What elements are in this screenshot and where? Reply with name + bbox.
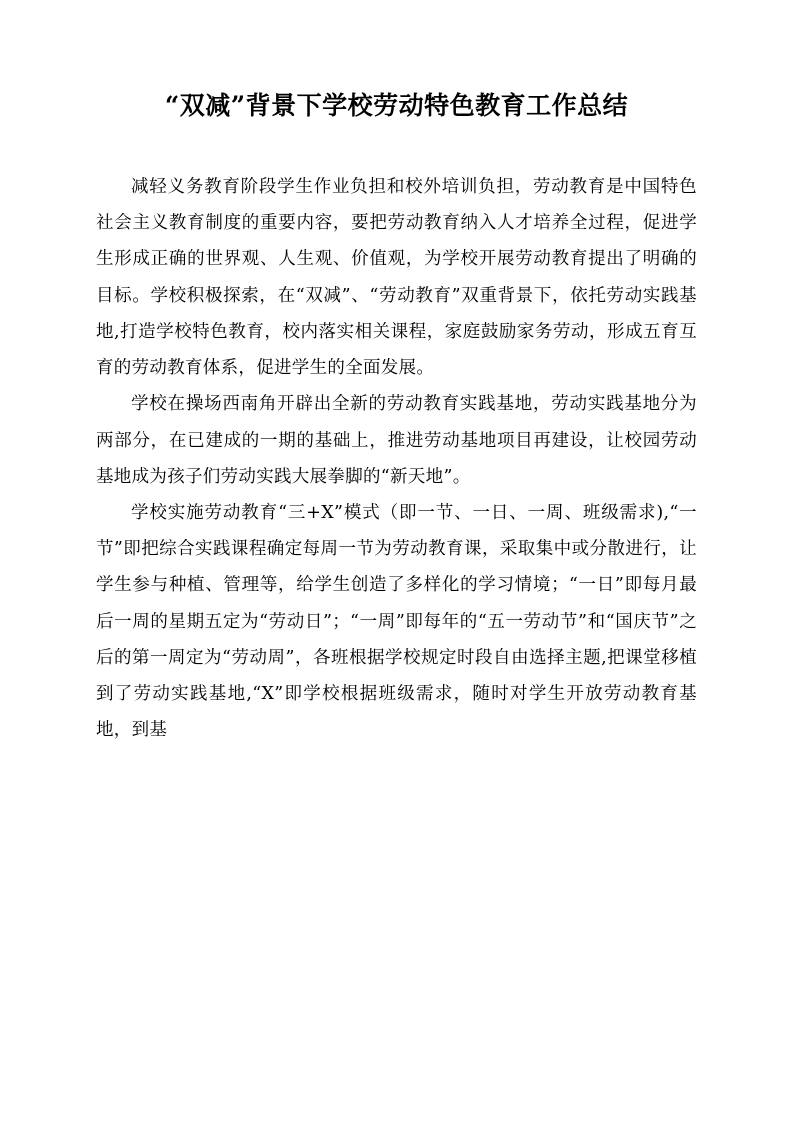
- document-body: [96, 169, 697, 749]
- page-title: “双减”背景下学校劳动特色教育工作总结: [164, 91, 629, 120]
- paragraph-1: 减轻义务教育阶段学生作业负担和校外培训负担，劳动教育是中国特色社会主义教育制度的重要内容，要把劳动教育纳入人才培养全过程，促进学生形成正确的世界观、人生观、价值观，为学校开展劳动教育提出了明确的目标。学校积极探索，在“双减”、“劳动教育”双重背景下，依托劳动实践基地,打造学校特色教育，校内落实相关课程，家庭鼓励家务劳动，形成五育互育的劳动教育体系，促进学生的全面发展。: [96, 177, 697, 379]
- paragraph-2: 学校在操场西南角开辟出全新的劳动教育实践基地，劳动实践基地分为两部分，在已建成的一期的基础上，推进劳动基地项目再建设，让校园劳动基地成为孩子们劳动实践大展拳脚的“新天地”。: [96, 394, 697, 487]
- paragraph-3: 学校实施劳动教育“三+X”模式（即一节、一日、一周、班级需求),“一节”即把综合实践课程确定每周一节为劳动教育课，采取集中或分散进行，让学生参与种植、管理等，给学生创造了多样化的学习情境；“一日”即每月最后一周的星期五定为“劳动日”；“一周”即每年的“五一劳动节”和“国庆节”之后的第一周定为“劳动周”，各班根据学校规定时段自由选择主题,把课堂移植到了劳动实践基地,“X”即学校根据班级需求，随时对学生开放劳动教育基地，到基: [96, 502, 697, 741]
